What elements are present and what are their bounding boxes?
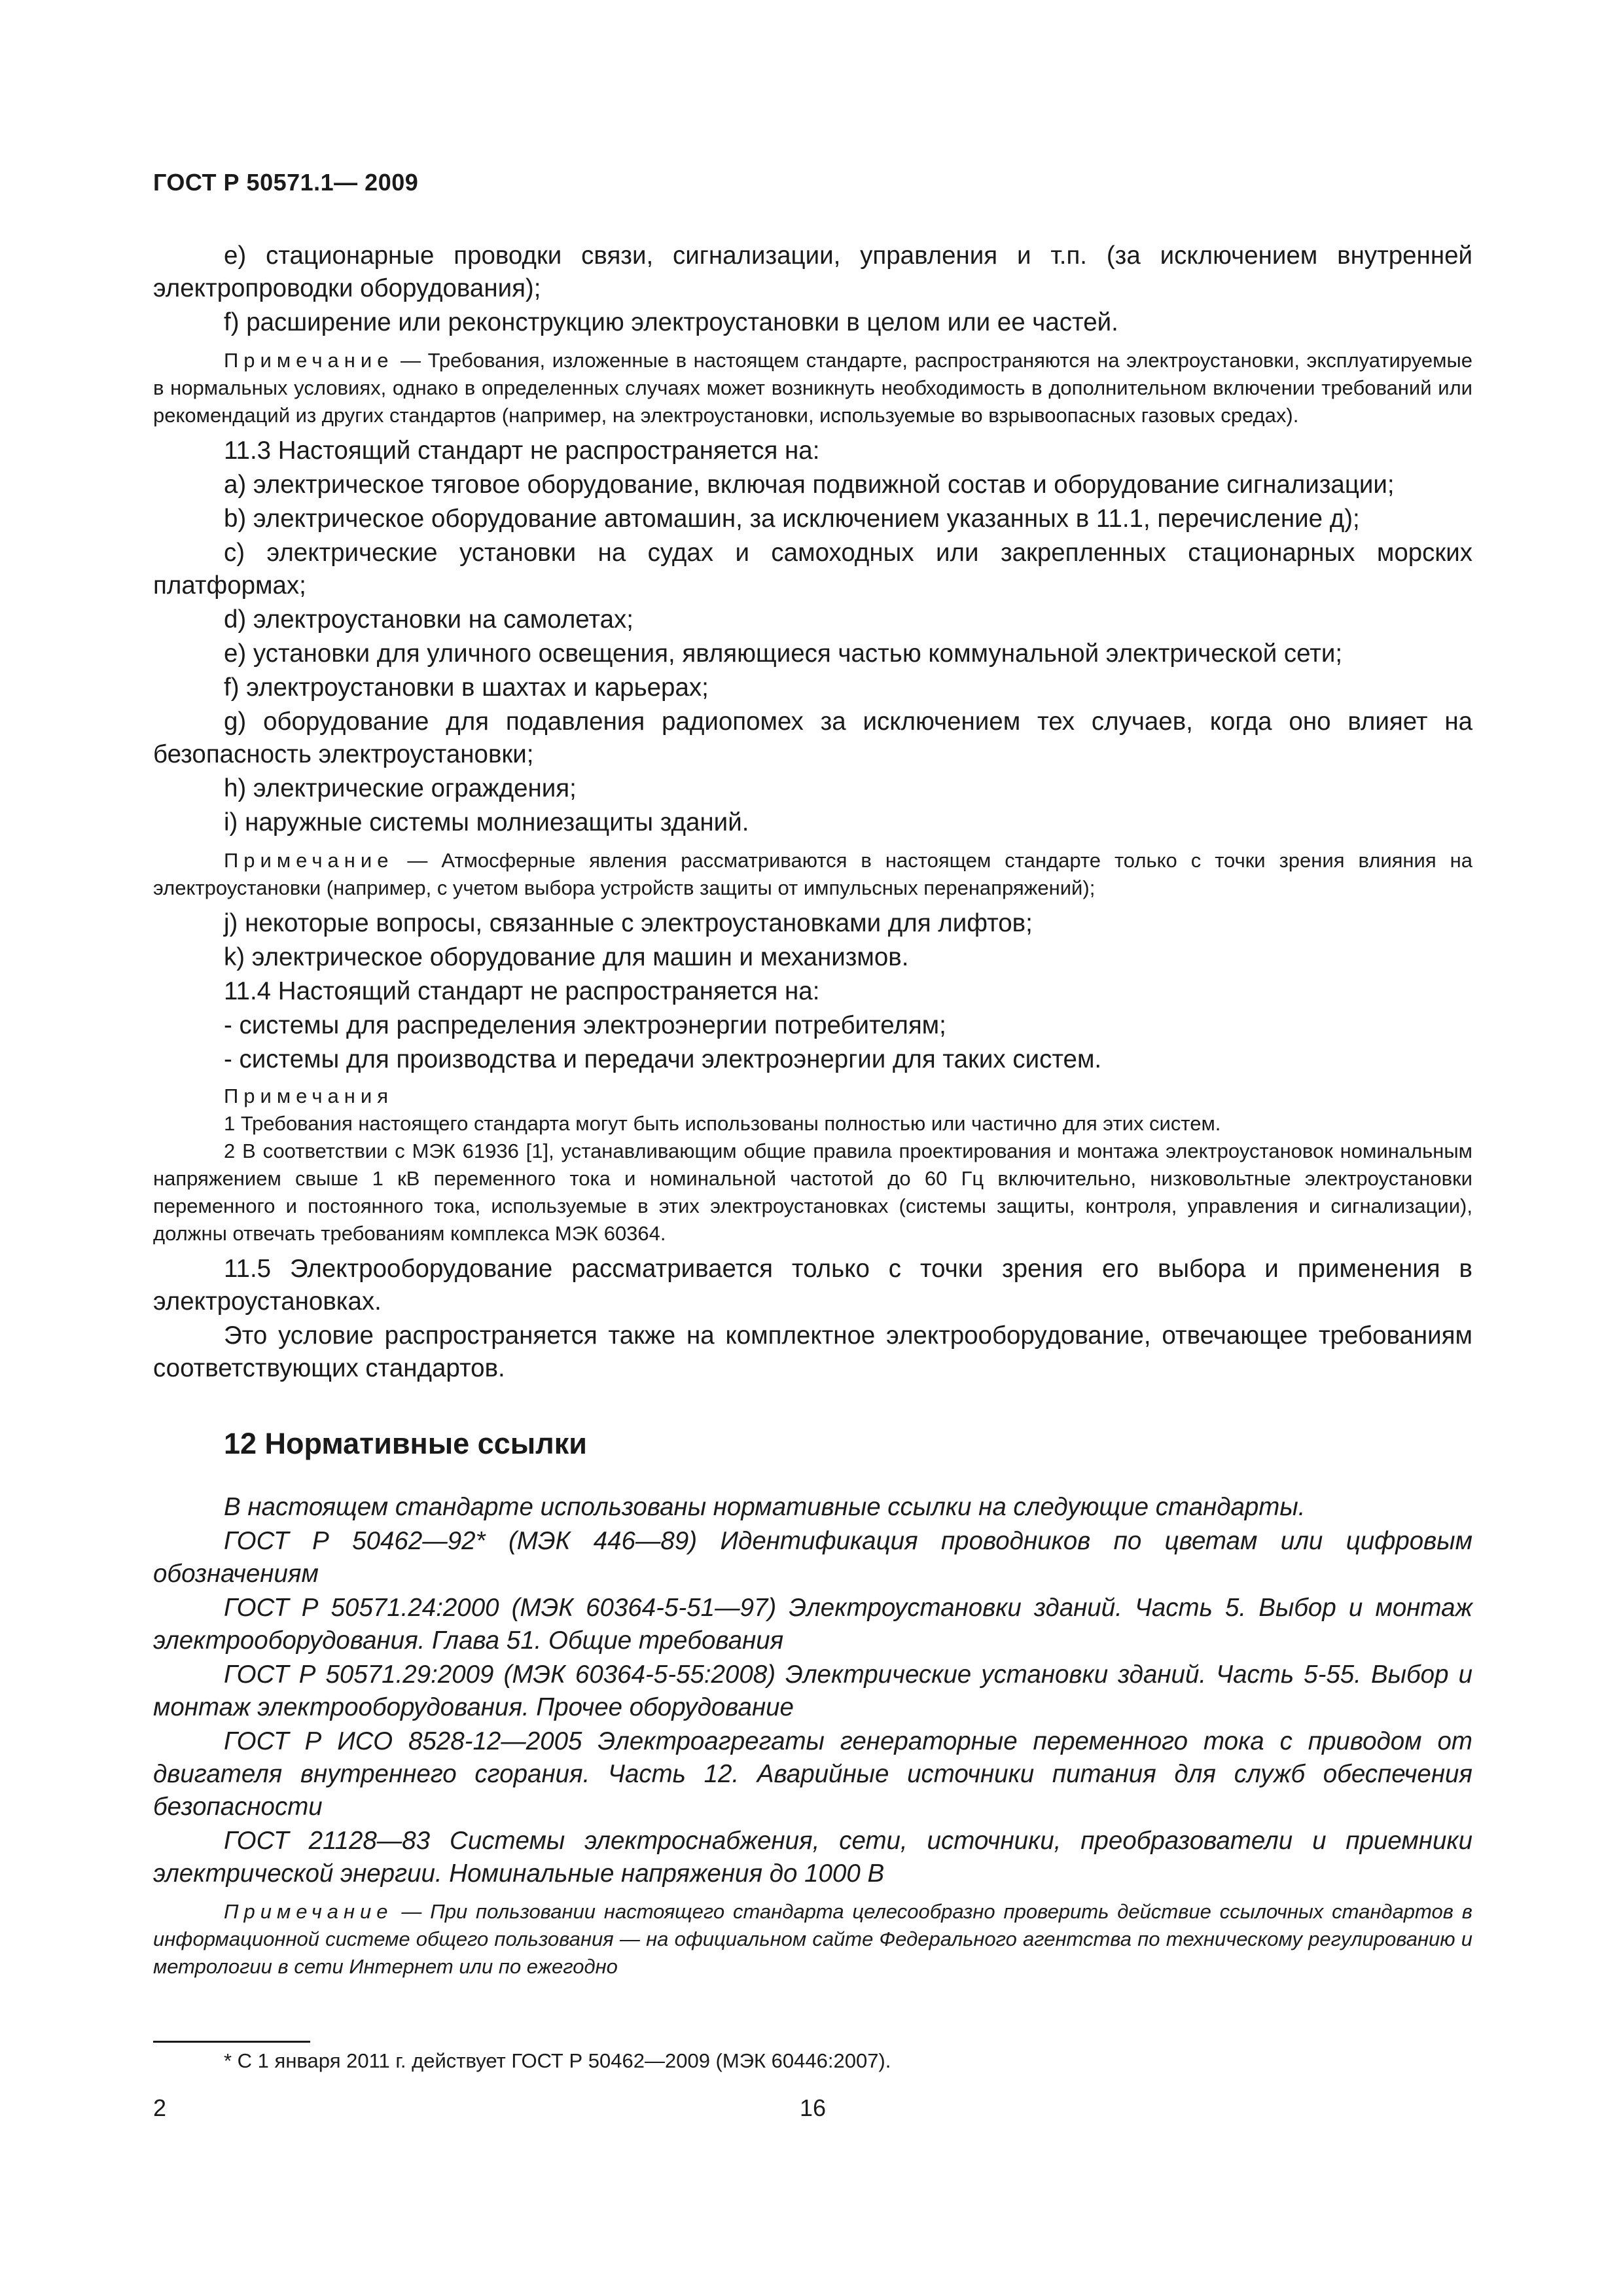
list-item: g) оборудование для подавления радиопомех за исключением тех случаев, когда оно влияет на безопасность электроустановки;	[153, 708, 1472, 768]
list-item: i) наружные системы молниезащиты зданий.	[224, 808, 749, 836]
note-text: — Требования, изложенные в настоящем стандарте, распространяются на электроустановки, эксплуатируемые в нормальных условиях, однако в определенных случаях может возникнуть необходимость в дополнительном включении требований или рекомендаций из других стандартов (например, на электроустановки, используемые во взрывоопасных газовых средах).	[153, 349, 1472, 427]
note-label: Примечание	[224, 349, 394, 372]
page-number-left: 2	[153, 2094, 167, 2121]
footnote: * С 1 января 2011 г. действует ГОСТ Р 50462—2009 (МЭК 60446:2007).	[224, 2049, 891, 2072]
reference-item: ГОСТ Р 50571.24:2000 (МЭК 60364-5-51—97) Электроустановки зданий. Часть 5. Выбор и монтаж электрооборудования. Глава 51. Общие требования	[153, 1594, 1472, 1655]
paragraph: e) стационарные проводки связи, сигнализации, управления и т.п. (за исключением внутренней электропроводки оборудования);	[153, 242, 1472, 302]
note	[153, 847, 1472, 902]
paragraph: 11.4 Настоящий стандарт не распространяется на:	[224, 977, 820, 1005]
list-item: h) электрические ограждения;	[224, 774, 577, 802]
note-text: — Атмосферные явления рассматриваются в настоящем стандарте только с точки зрения влияния на электроустановки (например, с учетом выбора устройств защиты от импульсных перенапряжений);	[153, 849, 1472, 899]
note	[153, 347, 1472, 429]
reference-item: ГОСТ Р 50462—92* (МЭК 446—89) Идентификация проводников по цветам или цифровым обозначениям	[153, 1527, 1472, 1588]
notes-heading: Примечания	[224, 1085, 393, 1107]
list-item: j) некоторые вопросы, связанные с электроустановками для лифтов;	[224, 909, 1033, 937]
paragraph: 11.5 Электрооборудование рассматривается только с точки зрения его выбора и применения в электроустановках.	[153, 1255, 1472, 1316]
paragraph: Это условие распространяется также на комплектное электрооборудование, отвечающее требованиям соответствующих стандартов.	[153, 1321, 1472, 1382]
page-number-center: 16	[800, 2094, 827, 2121]
list-item: e) установки для уличного освещения, являющиеся частью коммунальной электрической сети;	[224, 639, 1343, 668]
page-body	[153, 240, 1472, 1986]
reference-item: ГОСТ 21128—83 Системы электроснабжения, сети, источники, преобразователи и приемники электрической энергии. Номинальные напряжения до 1000 В	[153, 1827, 1472, 1888]
list-item: k) электрическое оборудование для машин и механизмов.	[224, 943, 909, 971]
note-item: 2 В соответствии с МЭК 61936 [1], устанавливающим общие правила проектирования и монтажа электроустановок номинальным напряжением свыше 1 кВ переменного тока и номинальной частотой до 60 Гц включительно, низковольтные электроустановки переменного и постоянного тока, используемые в этих электроустановках (системы защиты, контроля, управления и сигнализации), должны отвечать требованиям комплекса МЭК 60364.	[153, 1139, 1472, 1245]
footnote-rule	[153, 2041, 310, 2043]
reference-item: ГОСТ Р ИСО 8528-12—2005 Электроагрегаты генераторные переменного тока с приводом от двигателя внутреннего сгорания. Часть 12. Аварийные источники питания для служб обеспечения безопасности	[153, 1727, 1472, 1821]
reference-item: ГОСТ Р 50571.29:2009 (МЭК 60364-5-55:2008) Электрические установки зданий. Часть 5-55. Выбор и монтаж электрооборудования. Прочее оборудование	[153, 1660, 1472, 1721]
note	[153, 1898, 1472, 1981]
note-item: 1 Требования настоящего стандарта могут быть использованы полностью или частично для этих систем.	[224, 1112, 1221, 1135]
list-item: - системы для распределения электроэнергии потребителям;	[224, 1011, 946, 1039]
paragraph: f) расширение или реконструкцию электроустановки в целом или ее частей.	[224, 308, 1118, 336]
list-item: d) электроустановки на самолетах;	[224, 605, 633, 634]
list-item: - системы для производства и передачи электроэнергии для таких систем.	[224, 1045, 1102, 1073]
note-label: Примечание	[224, 1900, 393, 1923]
document-header: ГОСТ Р 50571.1— 2009	[153, 169, 419, 196]
list-item: f) электроустановки в шахтах и карьерах;	[224, 673, 709, 702]
section-title: 12 Нормативные ссылки	[224, 1427, 587, 1460]
list-item: b) электрическое оборудование автомашин, за исключением указанных в 11.1, перечисление д);	[224, 505, 1360, 533]
note-label: Примечание	[224, 849, 394, 872]
list-item: a) электрическое тяговое оборудование, включая подвижной состав и оборудование сигнализации;	[224, 471, 1395, 499]
list-item: c) электрические установки на судах и самоходных или закрепленных стационарных морских платформах;	[153, 539, 1472, 600]
note-text: — При пользовании настоящего стандарта целесообразно проверить действие ссылочных стандартов в информационной системе общего пользования — на официальном сайте Федерального агентства по техническому регулированию и метрологии в сети Интернет или по ежегодно	[153, 1900, 1472, 1978]
paragraph: 11.3 Настоящий стандарт не распространяется на:	[224, 437, 820, 465]
paragraph: В настоящем стандарте использованы нормативные ссылки на следующие стандарты.	[224, 1493, 1306, 1521]
